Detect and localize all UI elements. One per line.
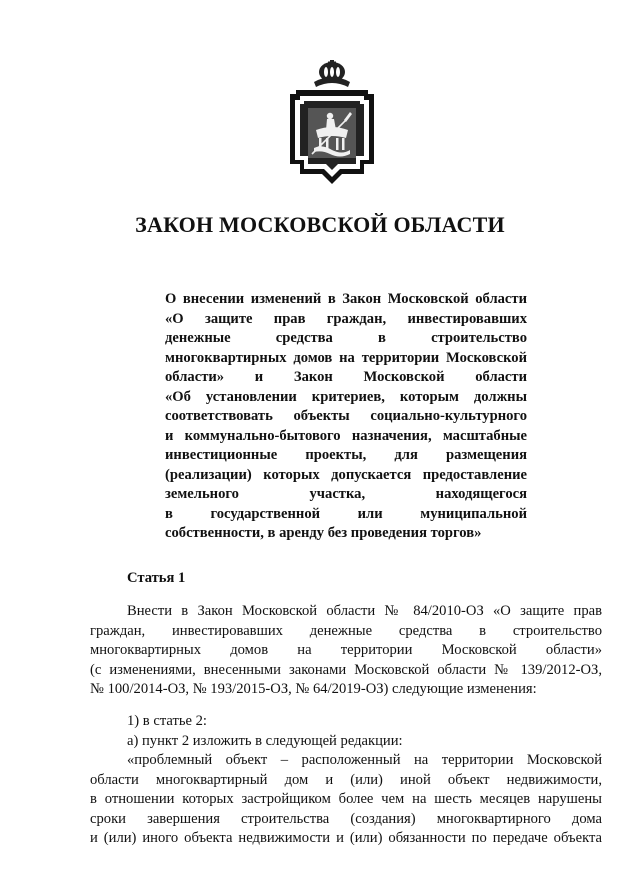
subject-line: денежные средства в строительство — [165, 330, 527, 346]
paragraph-line: граждан, инвестировавших денежные средства в строительство — [90, 622, 602, 639]
paragraph-line: 1) в статье 2: — [127, 713, 207, 729]
paragraph-line: сроки завершения строительства (создания) многоквартирного дома — [90, 810, 602, 827]
paragraph-line: «проблемный объект – расположенный на территории Московской — [127, 752, 602, 768]
subject-line: собственности, в аренду без проведения торгов» — [165, 525, 482, 541]
paragraph-line: в отношении которых застройщиком более чем на шесть месяцев нарушены — [90, 791, 602, 807]
paragraph-2 — [90, 712, 602, 849]
article-heading: Статья 1 — [127, 570, 186, 586]
paragraph-line: Внести в Закон Московской области № 84/2010-ОЗ «О защите прав — [127, 603, 602, 619]
document-title: ЗАКОН МОСКОВСКОЙ ОБЛАСТИ — [135, 212, 505, 237]
subject-line: соответствовать объекты социально-культурного — [165, 408, 527, 424]
law-subject — [165, 290, 527, 544]
paragraph-line: № 100/2014-ОЗ, № 193/2015-ОЗ, № 64/2019-ОЗ) следующие изменения: — [90, 681, 537, 697]
paragraph-line: а) пункт 2 изложить в следующей редакции: — [127, 732, 403, 749]
subject-line: в государственной или муниципальной — [165, 505, 527, 522]
subject-line: (реализации) которых допускается предоставление — [165, 466, 527, 483]
subject-line: многоквартирных домов на территории Московской — [165, 349, 527, 366]
paragraph-line: и (или) иного объекта недвижимости и (или) обязанности по передаче объекта — [90, 830, 602, 846]
subject-line: и коммунально-бытового назначения, масштабные — [165, 427, 527, 444]
paragraph-line: многоквартирных домов на территории Московской области» — [90, 642, 602, 658]
subject-line: области» и Закон Московской области — [165, 369, 527, 385]
subject-line: О внесении изменений в Закон Московской области — [165, 291, 527, 307]
subject-line: «Об установлении критериев, которым должны — [165, 388, 527, 405]
subject-line: земельного участка, находящегося — [165, 486, 527, 502]
coat-of-arms-icon — [286, 60, 378, 192]
paragraph-line: области многоквартирный дом и (или) иной объект недвижимости, — [90, 771, 602, 788]
paragraph-line: (с изменениями, внесенными законами Московской области № 139/2012-ОЗ, — [90, 661, 602, 678]
subject-line: инвестиционные проекты, для размещения — [165, 447, 527, 463]
subject-line: «О защите прав граждан, инвестировавших — [165, 310, 527, 327]
paragraph-1 — [90, 602, 602, 700]
